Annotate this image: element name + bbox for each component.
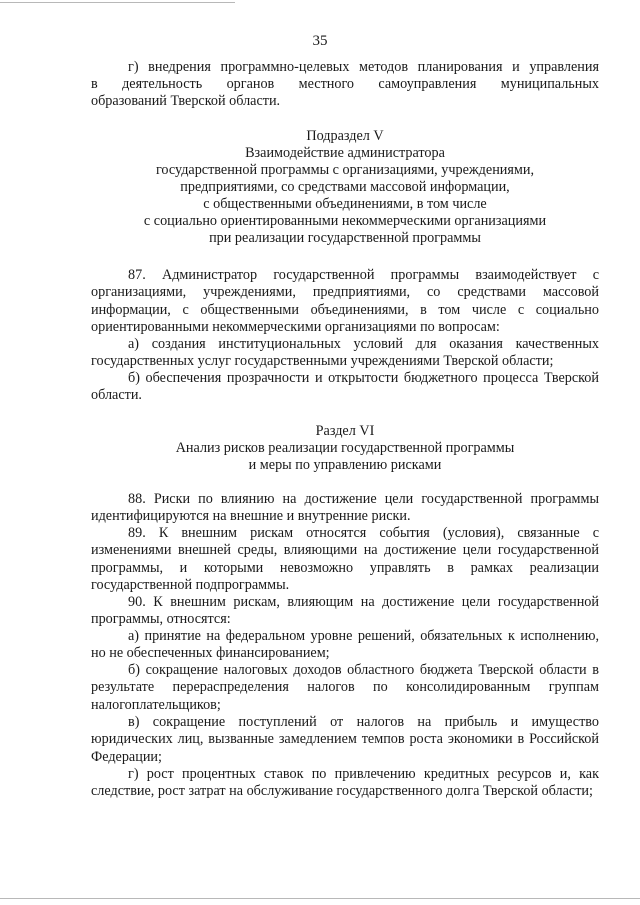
paragraph-90-a: а) принятие на федеральном уровне решений, обязательных к исполнению, но не обеспеченных финансированием; (91, 628, 599, 662)
paragraph-90-b: б) сокращение налоговых доходов областного бюджета Тверской области в результате перераспределения налогов по консолидированным группам налогоплательщиков; (91, 662, 599, 713)
paragraph-88: 88. Риски по влиянию на достижение цели государственной программы идентифицируются на внешние и внутренние риски. (91, 491, 599, 525)
paragraph-90-g: г) рост процентных ставок по привлечению кредитных ресурсов и, как следствие, рост затрат на обслуживание государственного долга Тверской области; (91, 766, 599, 800)
subsection-v-title-line: Взаимодействие администратора (245, 145, 445, 161)
page-number: 35 (312, 33, 328, 49)
subsection-v-title-line: при реализации государственной программы (209, 230, 481, 246)
subsection-v-title-line: с социально ориентированными некоммерческими организациями (143, 213, 547, 229)
section-vi-title-line: Анализ рисков реализации государственной программы (175, 440, 515, 456)
subsection-v-label: Подраздел V (306, 128, 384, 144)
paragraph-87: 87. Администратор государственной программы взаимодействует с организациями, учреждениями, предприятиями, со средствами массовой информации, с общественными объединениями, в том числе с социально ориентированными некоммерческими организациями по вопросам: (91, 267, 599, 335)
para-g-intro-line-2: в деятельность органов местного самоуправления муниципальных (91, 76, 599, 92)
paragraph-89: 89. К внешним рискам относятся события (условия), связанные с изменениями внешней среды, влияющими на достижение цели государственной программы, и которыми невозможно управлять в рамках реализации государственной подпрограммы. (91, 525, 599, 593)
paragraph-90-v: в) сокращение поступлений от налогов на прибыль и имущество юридических лиц, вызванные замедлением темпов роста экономики в Российской Федерации; (91, 714, 599, 765)
paragraph-87-a: а) создания институциональных условий для оказания качественных государственных услуг государственными учреждениями Тверской области; (91, 336, 599, 370)
subsection-v-title-line: государственной программы с организациями, учреждениями, (155, 162, 535, 178)
section-vi-title-line: и меры по управлению рисками (248, 457, 442, 473)
paragraph-87-b: б) обеспечения прозрачности и открытости бюджетного процесса Тверской области. (91, 370, 599, 404)
scan-edge-line-bottom (0, 898, 640, 899)
scan-edge-line-top (0, 2, 235, 3)
subsection-v-title-line: с общественными объединениями, в том числе (203, 196, 487, 212)
para-g-intro-line-3: образований Тверской области. (91, 93, 281, 109)
para-g-intro-line-1: г) внедрения программно-целевых методов планирования и управления (128, 59, 599, 75)
subsection-v-title-line: предприятиями, со средствами массовой информации, (180, 179, 510, 195)
section-vi-label: Раздел VI (315, 423, 375, 439)
paragraph-90: 90. К внешним рискам, влияющим на достижение цели государственной программы, относятся: (91, 594, 599, 628)
